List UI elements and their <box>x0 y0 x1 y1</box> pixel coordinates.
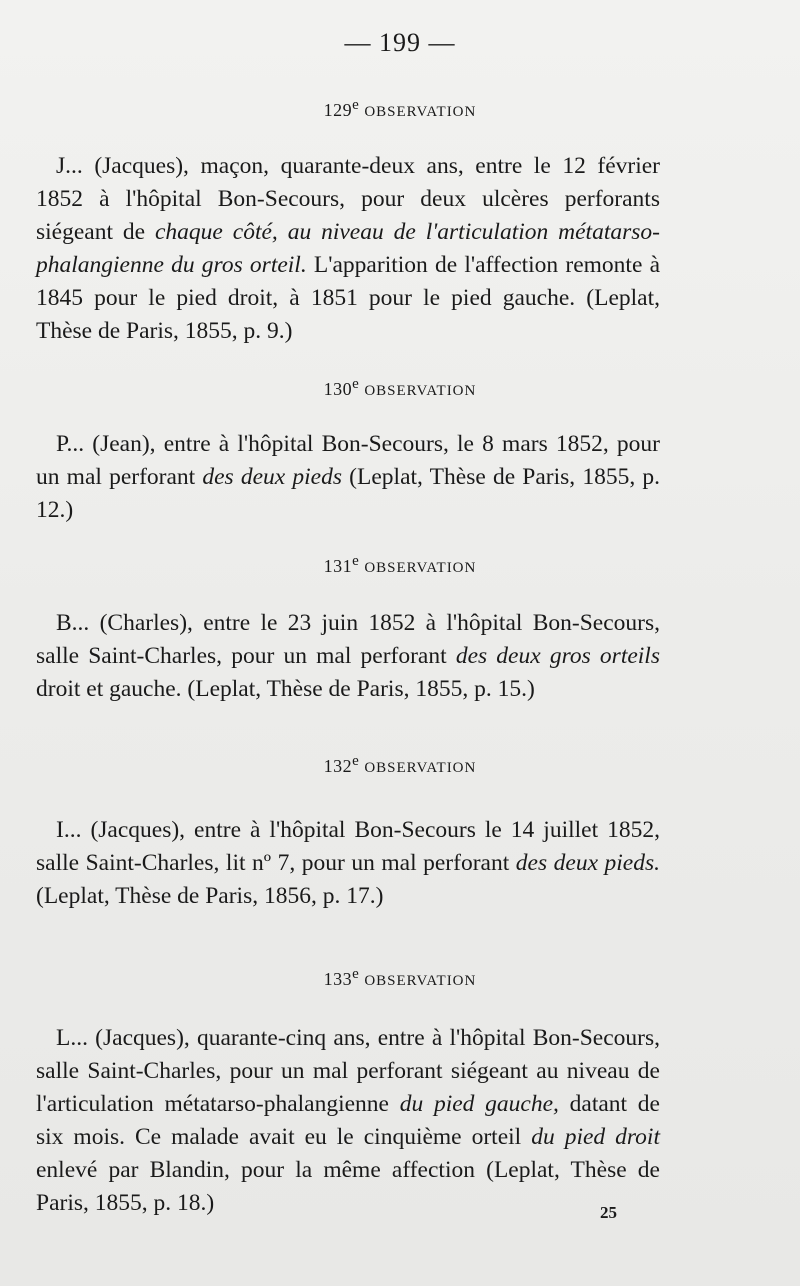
observation-heading <box>0 376 800 400</box>
heading-ordinal: e <box>352 97 360 113</box>
text-run: J... (Jacques), maçon, quarante-deux ans, entre le 12 février 1852 à l'hôpital Bon-Secours, pour deux ulcères perforants siégeant de <box>36 153 660 245</box>
observation-heading <box>0 97 800 121</box>
heading-word: OBSERVATION <box>364 760 477 776</box>
observation-heading <box>0 553 800 577</box>
text-run: L... (Jacques), quarante-cinq ans, entre à l'hôpital Bon-Secours, salle Saint-Charles, pour un mal perforant siégeant au niveau de l'articulation métatarso-phalangienne <box>36 1025 660 1117</box>
text-run: (Leplat, Thèse de Paris, 1855, p. 12.) <box>36 464 661 523</box>
heading-number: 129 <box>323 100 353 120</box>
italic-run: des deux pieds. <box>515 850 660 876</box>
text-run: (Leplat, Thèse de Paris, 1856, p. 17.) <box>36 883 384 909</box>
signature-mark: 25 <box>600 1203 617 1222</box>
observation-text <box>36 1022 660 1220</box>
observation-heading <box>0 966 800 990</box>
heading-ordinal: e <box>352 966 360 982</box>
text-run: B... (Charles), entre le 23 juin 1852 à l'hôpital Bon-Secours, salle Saint-Charles, pour un mal perforant <box>36 610 660 669</box>
heading-number: 130 <box>323 379 353 399</box>
observation-heading <box>0 753 800 777</box>
observation-text <box>36 607 660 706</box>
heading-ordinal: e <box>352 753 360 769</box>
italic-run: des deux gros orteils <box>455 643 660 669</box>
page-number: — 199 — <box>344 28 456 57</box>
text-run: droit et gauche. (Leplat, Thèse de Paris, 1855, p. 15.) <box>36 676 535 702</box>
heading-number: 133 <box>323 969 353 989</box>
heading-word: OBSERVATION <box>364 973 477 989</box>
text-run: enlevé par Blandin, pour la même affection (Leplat, Thèse de Paris, 1855, p. 18.) <box>36 1157 660 1216</box>
italic-run: chaque côté, au niveau de l'articulation métatarso-phalangienne du gros orteil. <box>36 219 660 278</box>
italic-run: du pied droit <box>531 1124 660 1150</box>
text-run: I... (Jacques), entre à l'hôpital Bon-Secours le 14 juillet 1852, salle Saint-Charles, lit nº 7, pour un mal perforant <box>36 817 660 876</box>
heading-ordinal: e <box>352 376 360 392</box>
italic-run: des deux pieds <box>202 464 343 490</box>
heading-number: 131 <box>323 556 353 576</box>
text-run: L'apparition de l'affection remonte à 1845 pour le pied droit, à 1851 pour le pied gauche. (Leplat, Thèse de Paris, 1855, p. 9.) <box>36 252 660 344</box>
heading-ordinal: e <box>352 553 360 569</box>
heading-word: OBSERVATION <box>364 104 477 120</box>
observation-text <box>36 814 660 913</box>
heading-number: 132 <box>323 756 353 776</box>
observation-text <box>36 150 660 348</box>
heading-word: OBSERVATION <box>364 383 477 399</box>
text-run: datant de six mois. Ce malade avait eu le cinquième orteil <box>36 1091 660 1150</box>
italic-run: du pied gauche, <box>399 1091 559 1117</box>
text-run: P... (Jean), entre à l'hôpital Bon-Secours, le 8 mars 1852, pour un mal perforant <box>36 431 660 490</box>
heading-word: OBSERVATION <box>364 560 477 576</box>
observation-text <box>36 428 660 527</box>
